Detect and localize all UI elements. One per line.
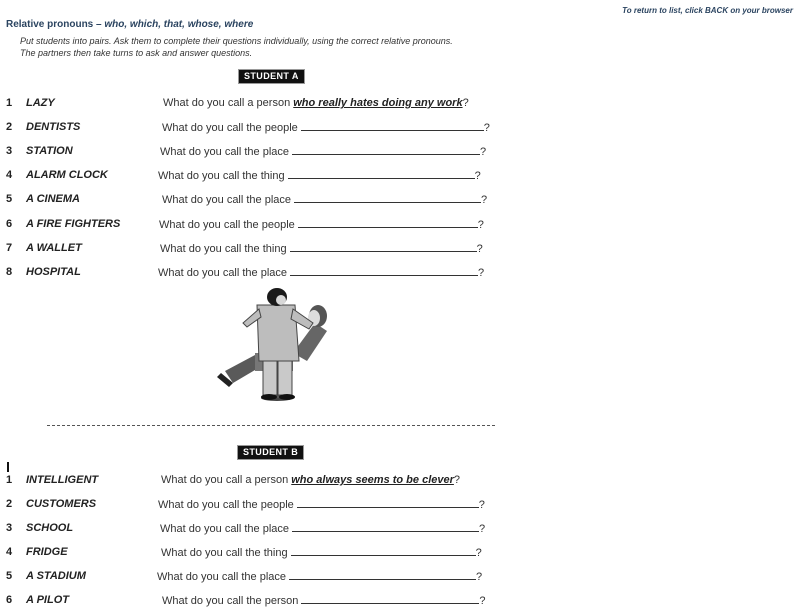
student-a-row-5 <box>0 191 520 207</box>
row-number: 1 <box>6 97 13 109</box>
student-b-label: STUDENT B <box>237 445 304 460</box>
row-question <box>159 216 484 233</box>
student-a-row-6 <box>0 216 520 232</box>
student-a-label: STUDENT A <box>238 69 305 84</box>
question-mark: ? <box>453 474 461 486</box>
text-cursor-icon <box>7 462 9 472</box>
row-question <box>158 264 484 281</box>
row-question <box>160 240 483 257</box>
question-mark: ? <box>479 595 486 607</box>
answer-blank[interactable] <box>298 216 478 228</box>
row-prompt-word: A WALLET <box>26 242 82 254</box>
student-b-row-3 <box>0 520 520 536</box>
answer-blank[interactable] <box>291 544 476 556</box>
answer-blank[interactable] <box>297 496 479 508</box>
answer-blank[interactable] <box>288 167 475 179</box>
question-mark: ? <box>481 194 488 206</box>
answer-blank[interactable] <box>289 568 476 580</box>
question-text: What do you call the person <box>162 595 299 607</box>
question-mark: ? <box>474 170 481 182</box>
student-b-row-2 <box>0 496 520 512</box>
answer-blank[interactable] <box>292 143 480 155</box>
row-question <box>157 568 482 585</box>
row-number: 4 <box>6 169 13 181</box>
question-mark: ? <box>477 219 484 231</box>
row-prompt-word: INTELLIGENT <box>26 474 99 486</box>
row-question <box>160 143 486 160</box>
question-text: What do you call the place <box>160 523 290 535</box>
answer-blank[interactable] <box>294 191 481 203</box>
row-question <box>162 191 487 208</box>
row-question <box>160 520 485 537</box>
question-mark: ? <box>476 243 483 255</box>
student-a-row-1 <box>0 95 520 111</box>
answer-blank[interactable] <box>301 119 484 131</box>
student-a-row-2 <box>0 119 520 135</box>
question-text: What do you call the thing <box>160 243 287 255</box>
question-text: What do you call the place <box>162 194 292 206</box>
row-number: 4 <box>6 546 13 558</box>
answer-blank[interactable] <box>301 592 479 604</box>
row-prompt-word: A CINEMA <box>26 193 80 205</box>
page-title <box>6 19 253 30</box>
student-a-row-7 <box>0 240 520 256</box>
question-mark: ? <box>475 547 482 559</box>
answer-blank[interactable] <box>292 520 479 532</box>
question-text: What do you call the people <box>159 219 295 231</box>
row-number: 6 <box>6 594 13 606</box>
row-prompt-word: ALARM CLOCK <box>26 169 108 181</box>
question-text: What do you call the people <box>162 122 298 134</box>
question-mark: ? <box>476 571 483 583</box>
row-number: 3 <box>6 522 13 534</box>
student-b-row-5 <box>0 568 520 584</box>
question-text: What do you call the thing <box>161 547 288 559</box>
row-number: 5 <box>6 570 13 582</box>
question-mark: ? <box>480 146 487 158</box>
row-number: 2 <box>6 121 13 133</box>
question-mark: ? <box>462 97 469 109</box>
instructions <box>20 35 453 59</box>
row-number: 1 <box>6 474 13 486</box>
row-prompt-word: A PILOT <box>26 594 69 606</box>
row-prompt-word: STATION <box>26 145 73 157</box>
question-text: What do you call a person <box>161 474 289 486</box>
row-number: 2 <box>6 498 13 510</box>
dentist-illustration-icon <box>215 283 340 408</box>
question-text: What do you call the place <box>157 571 287 583</box>
answer-blank[interactable] <box>290 264 478 276</box>
row-question <box>158 167 481 184</box>
example-answer: who always seems to be clever <box>291 474 454 486</box>
question-text: What do you call the place <box>158 267 288 279</box>
row-number: 5 <box>6 193 13 205</box>
student-b-row-6 <box>0 592 520 608</box>
question-mark: ? <box>483 122 490 134</box>
section-divider <box>47 425 495 426</box>
row-prompt-word: SCHOOL <box>26 522 74 534</box>
row-question <box>158 496 485 513</box>
row-question <box>161 472 460 488</box>
student-a-row-8 <box>0 264 520 280</box>
row-number: 6 <box>6 218 13 230</box>
row-prompt-word: A FIRE FIGHTERS <box>26 218 121 230</box>
row-prompt-word: HOSPITAL <box>26 266 81 278</box>
row-question <box>162 592 485 609</box>
answer-blank[interactable] <box>290 240 477 252</box>
student-a-row-3 <box>0 143 520 159</box>
student-b-row-4 <box>0 544 520 560</box>
row-question <box>161 544 482 561</box>
page-title-pronouns: who, which, that, whose, where <box>104 19 254 30</box>
question-mark: ? <box>479 523 486 535</box>
row-prompt-word: CUSTOMERS <box>26 498 97 510</box>
instructions-line-1: Put students into pairs. Ask them to complete their questions individually, using the correct relative pronouns. <box>20 36 453 46</box>
row-prompt-word: LAZY <box>26 97 55 109</box>
row-prompt-word: DENTISTS <box>26 121 81 133</box>
row-question <box>163 95 469 111</box>
instructions-line-2: The partners then take turns to ask and answer questions. <box>20 48 253 58</box>
back-navigation-note: To return to list, click BACK on your browser <box>622 6 793 15</box>
row-prompt-word: FRIDGE <box>26 546 68 558</box>
page-title-plain: Relative pronouns – <box>6 19 105 30</box>
question-text: What do you call a person <box>163 97 291 109</box>
student-b-row-1 <box>0 472 520 488</box>
row-number: 7 <box>6 242 13 254</box>
question-mark: ? <box>478 499 485 511</box>
row-number: 3 <box>6 145 13 157</box>
question-text: What do you call the place <box>160 146 290 158</box>
example-answer: who really hates doing any work <box>293 97 463 109</box>
question-text: What do you call the people <box>158 499 294 511</box>
row-number: 8 <box>6 266 13 278</box>
student-a-row-4 <box>0 167 520 183</box>
row-prompt-word: A STADIUM <box>26 570 86 582</box>
row-question <box>162 119 490 136</box>
question-mark: ? <box>478 267 485 279</box>
question-text: What do you call the thing <box>158 170 285 182</box>
